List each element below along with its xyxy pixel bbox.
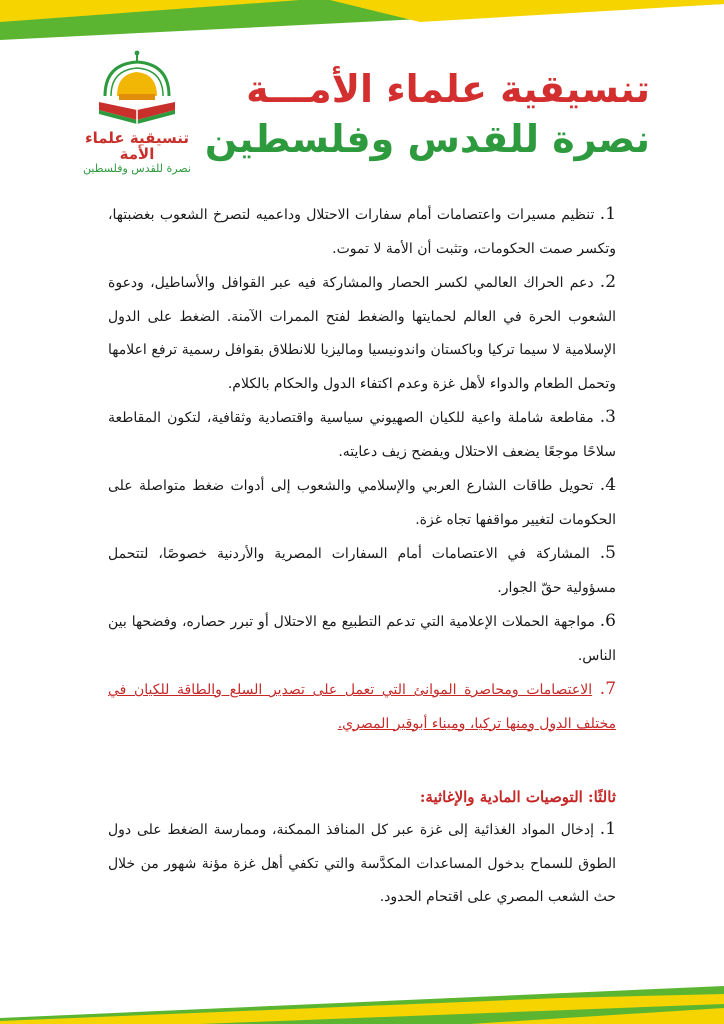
list-item [108,605,616,673]
item-number: 3. [599,407,616,427]
list-item [108,198,616,266]
item-number: 1. [599,204,617,224]
item-number: 6. [599,611,616,631]
item-number: 7. [599,679,617,699]
item-text: دعم الحراك العالمي لكسر الحصار والمشاركة فيه عبر القوافل والأساطيل، ودعوة الشعوب الحرة في العالم لحمايتها والضغط لفتح الممرات الآمنة. الضغط على الدول الإسلامية لا سيما تركيا وباكستان واندونيسيا وماليزيا للانطلاق بقوافل رسمية ترفع اعلامها وتحمل الطعام والدواء لأهل غزة وعدم اكتفاء الدول والحكام بالكلام. [108,275,616,392]
item-text: مقاطعة شاملة واعية للكيان الصهيوني سياسية واقتصادية وثقافية، لتكون المقاطعة سلاحًا موجعًا يضعف الاحتلال ويفضح زيف دعايته. [108,410,616,460]
logo-subtitle: نصرة للقدس وفلسطين [83,162,191,175]
item-text: تحويل طاقات الشارع العربي والإسلامي والشعوب إلى أدوات ضغط متواصلة على الحكومات لتغيير مواقفها تجاه غزة. [108,478,616,528]
item-number: 1. [599,819,617,839]
logo [72,50,202,175]
item-text: الاعتصامات ومحاصرة الموانئ التي تعمل على تصدير السلع والطاقة للكيان في مختلف الدول ومنها تركيا، وميناء أبوقير المصري. [108,682,616,732]
item-text: تنظيم مسيرات واعتصامات أمام سفارات الاحتلال وداعميه لتصرخ الشعوب بغضبتها، وتكسر صمت الحكومات، وتثبت أن الأمة لا تموت. [108,207,616,257]
list-item [108,469,616,537]
title-block [205,64,650,164]
dome-book-logo-icon [91,50,183,128]
item-text: المشاركة في الاعتصامات أمام السفارات المصرية والأردنية خصوصًا، لتتحمل مسؤولية حقّ الجوار. [108,546,616,596]
page-title: تنسيقية علماء الأمـــة [246,67,650,111]
bottom-decorative-stripe [0,964,724,1024]
document-body [108,198,616,915]
page-subtitle: نصرة للقدس وفلسطين [204,117,650,161]
list-item [108,813,616,915]
item-number: 4. [599,475,617,495]
header [0,50,724,180]
section-heading: ثالثًا: التوصيات المادية والإغاثية: [419,788,616,806]
item-text: إدخال المواد الغذائية إلى غزة عبر كل المنافذ الممكنة، وممارسة الضغط على دول الطوق للسماح بدخول المساعدات المكدَّسة والتي تكفي أهل غزة مؤنة شهور من خلال حث الشعب المصري على اقتحام الحدود. [108,822,616,905]
item-text: مواجهة الحملات الإعلامية التي تدعم التطبيع مع الاحتلال أو تبرر حصاره، وفضحها بين الناس. [108,614,616,664]
list-item-highlighted [108,673,616,741]
list-item [108,537,616,605]
logo-title: تنسيقية علماء الأمة [84,129,190,163]
list-item [108,401,616,469]
item-number: 5. [599,543,616,563]
list-item [108,266,616,401]
item-number: 2. [599,272,617,292]
